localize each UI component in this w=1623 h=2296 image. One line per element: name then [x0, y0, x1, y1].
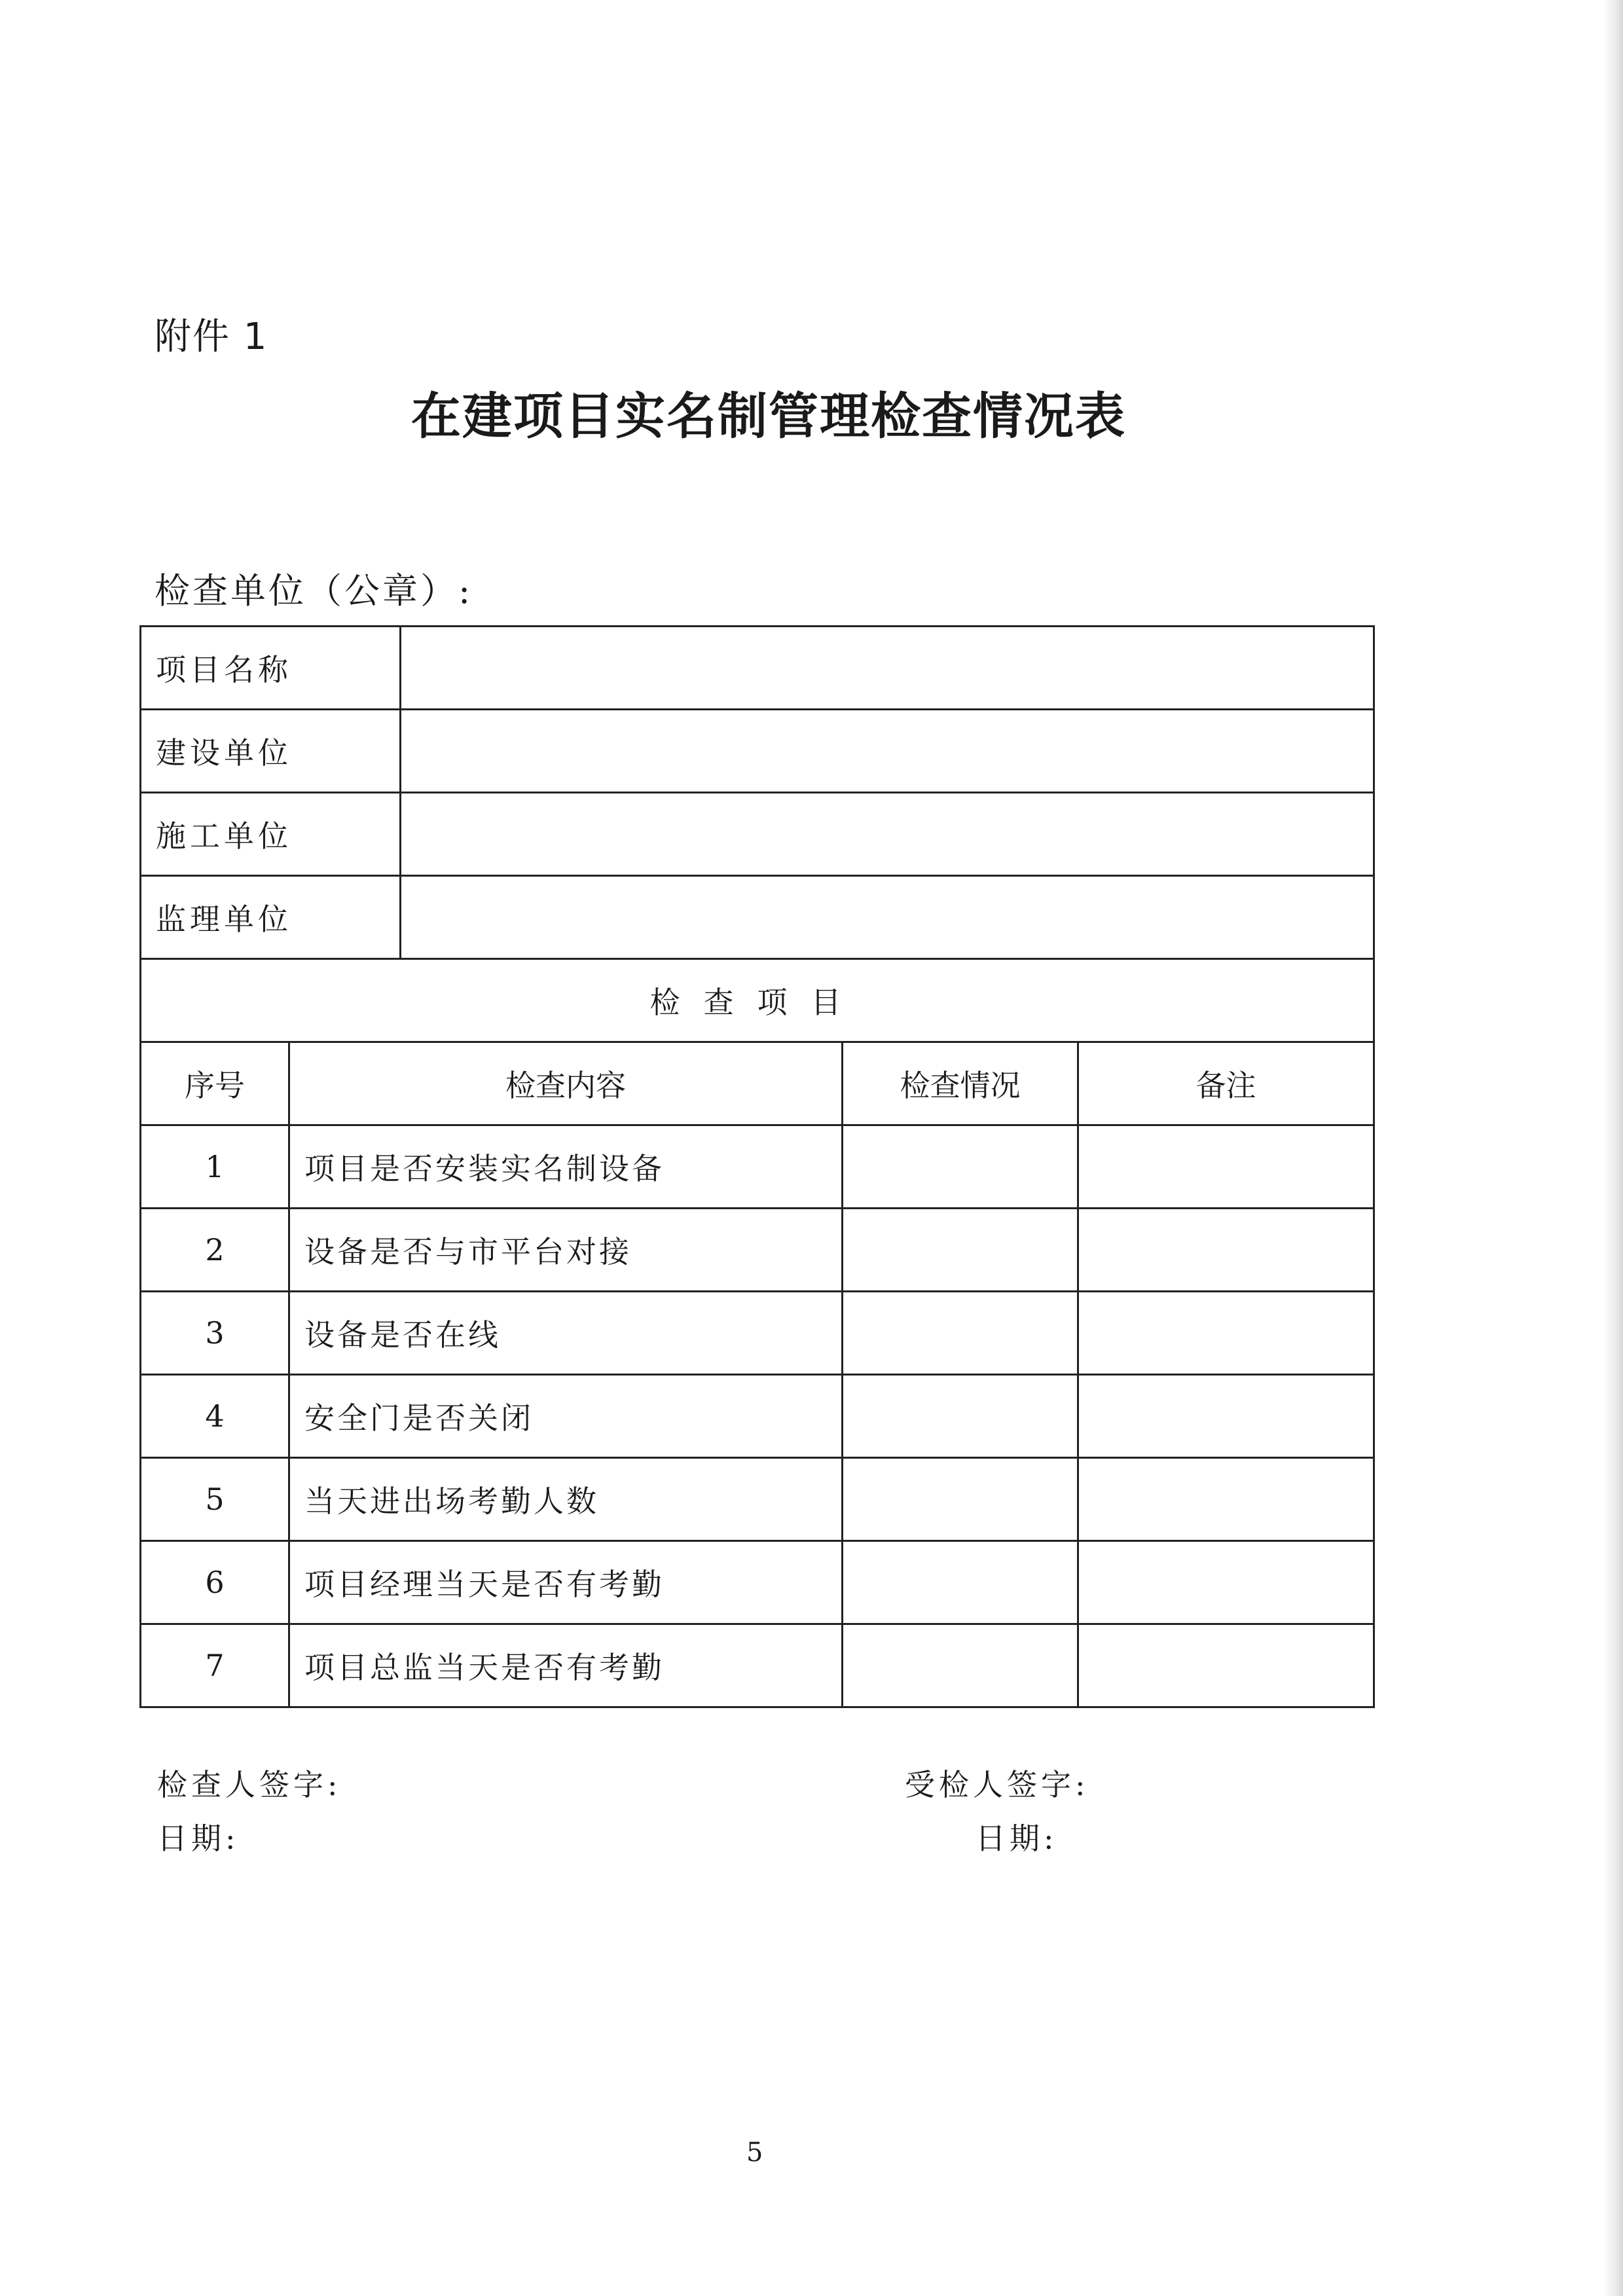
info-label-supervision-unit: 监理单位: [139, 875, 401, 960]
item-content: 安全门是否关闭: [288, 1374, 843, 1459]
item-remark[interactable]: [1077, 1124, 1375, 1209]
item-remark[interactable]: [1077, 1540, 1375, 1625]
item-content: 项目是否安装实名制设备: [288, 1124, 843, 1209]
item-status[interactable]: [841, 1374, 1079, 1459]
item-status[interactable]: [841, 1207, 1079, 1292]
item-content: 设备是否与市平台对接: [288, 1207, 843, 1292]
inspectee-date-label: 日期:: [976, 1821, 1058, 1856]
info-value-construction-unit[interactable]: [399, 708, 1375, 793]
item-remark[interactable]: [1077, 1623, 1375, 1708]
item-remark[interactable]: [1077, 1207, 1375, 1292]
section-heading: 检查项目: [139, 958, 1375, 1043]
column-header-content: 检查内容: [288, 1041, 843, 1126]
info-value-contractor-unit[interactable]: [399, 792, 1375, 877]
item-remark[interactable]: [1077, 1457, 1375, 1542]
inspection-unit-label: 检查单位（公章）:: [155, 570, 473, 611]
item-no: 6: [139, 1540, 290, 1625]
item-remark[interactable]: [1077, 1290, 1375, 1376]
item-content: 项目经理当天是否有考勤: [288, 1540, 843, 1625]
column-header-status: 检查情况: [841, 1041, 1079, 1126]
item-status[interactable]: [841, 1290, 1079, 1376]
info-label-contractor-unit: 施工单位: [139, 792, 401, 877]
item-no: 3: [139, 1290, 290, 1376]
item-status[interactable]: [841, 1540, 1079, 1625]
page-number: 5: [746, 2138, 763, 2168]
info-label-construction-unit: 建设单位: [139, 708, 401, 793]
item-status[interactable]: [841, 1124, 1079, 1209]
page-title: 在建项目实名制管理检查情况表: [411, 387, 1126, 445]
column-header-no: 序号: [139, 1041, 290, 1126]
item-content: 设备是否在线: [288, 1290, 843, 1376]
item-status[interactable]: [841, 1623, 1079, 1708]
item-no: 2: [139, 1207, 290, 1292]
item-no: 4: [139, 1374, 290, 1459]
scan-edge-shadow: [1603, 0, 1623, 2296]
item-content: 项目总监当天是否有考勤: [288, 1623, 843, 1708]
info-value-project-name[interactable]: [399, 625, 1375, 710]
info-value-supervision-unit[interactable]: [399, 875, 1375, 960]
column-header-remark: 备注: [1077, 1041, 1375, 1126]
item-no: 5: [139, 1457, 290, 1542]
item-no: 7: [139, 1623, 290, 1708]
attachment-label: 附件 1: [155, 316, 268, 358]
inspector-date-label: 日期:: [157, 1821, 240, 1856]
inspector-signature-label: 检查人签字:: [157, 1767, 342, 1802]
item-remark[interactable]: [1077, 1374, 1375, 1459]
item-content: 当天进出场考勤人数: [288, 1457, 843, 1542]
info-label-project-name: 项目名称: [139, 625, 401, 710]
item-status[interactable]: [841, 1457, 1079, 1542]
item-no: 1: [139, 1124, 290, 1209]
inspectee-signature-label: 受检人签字:: [905, 1767, 1089, 1802]
